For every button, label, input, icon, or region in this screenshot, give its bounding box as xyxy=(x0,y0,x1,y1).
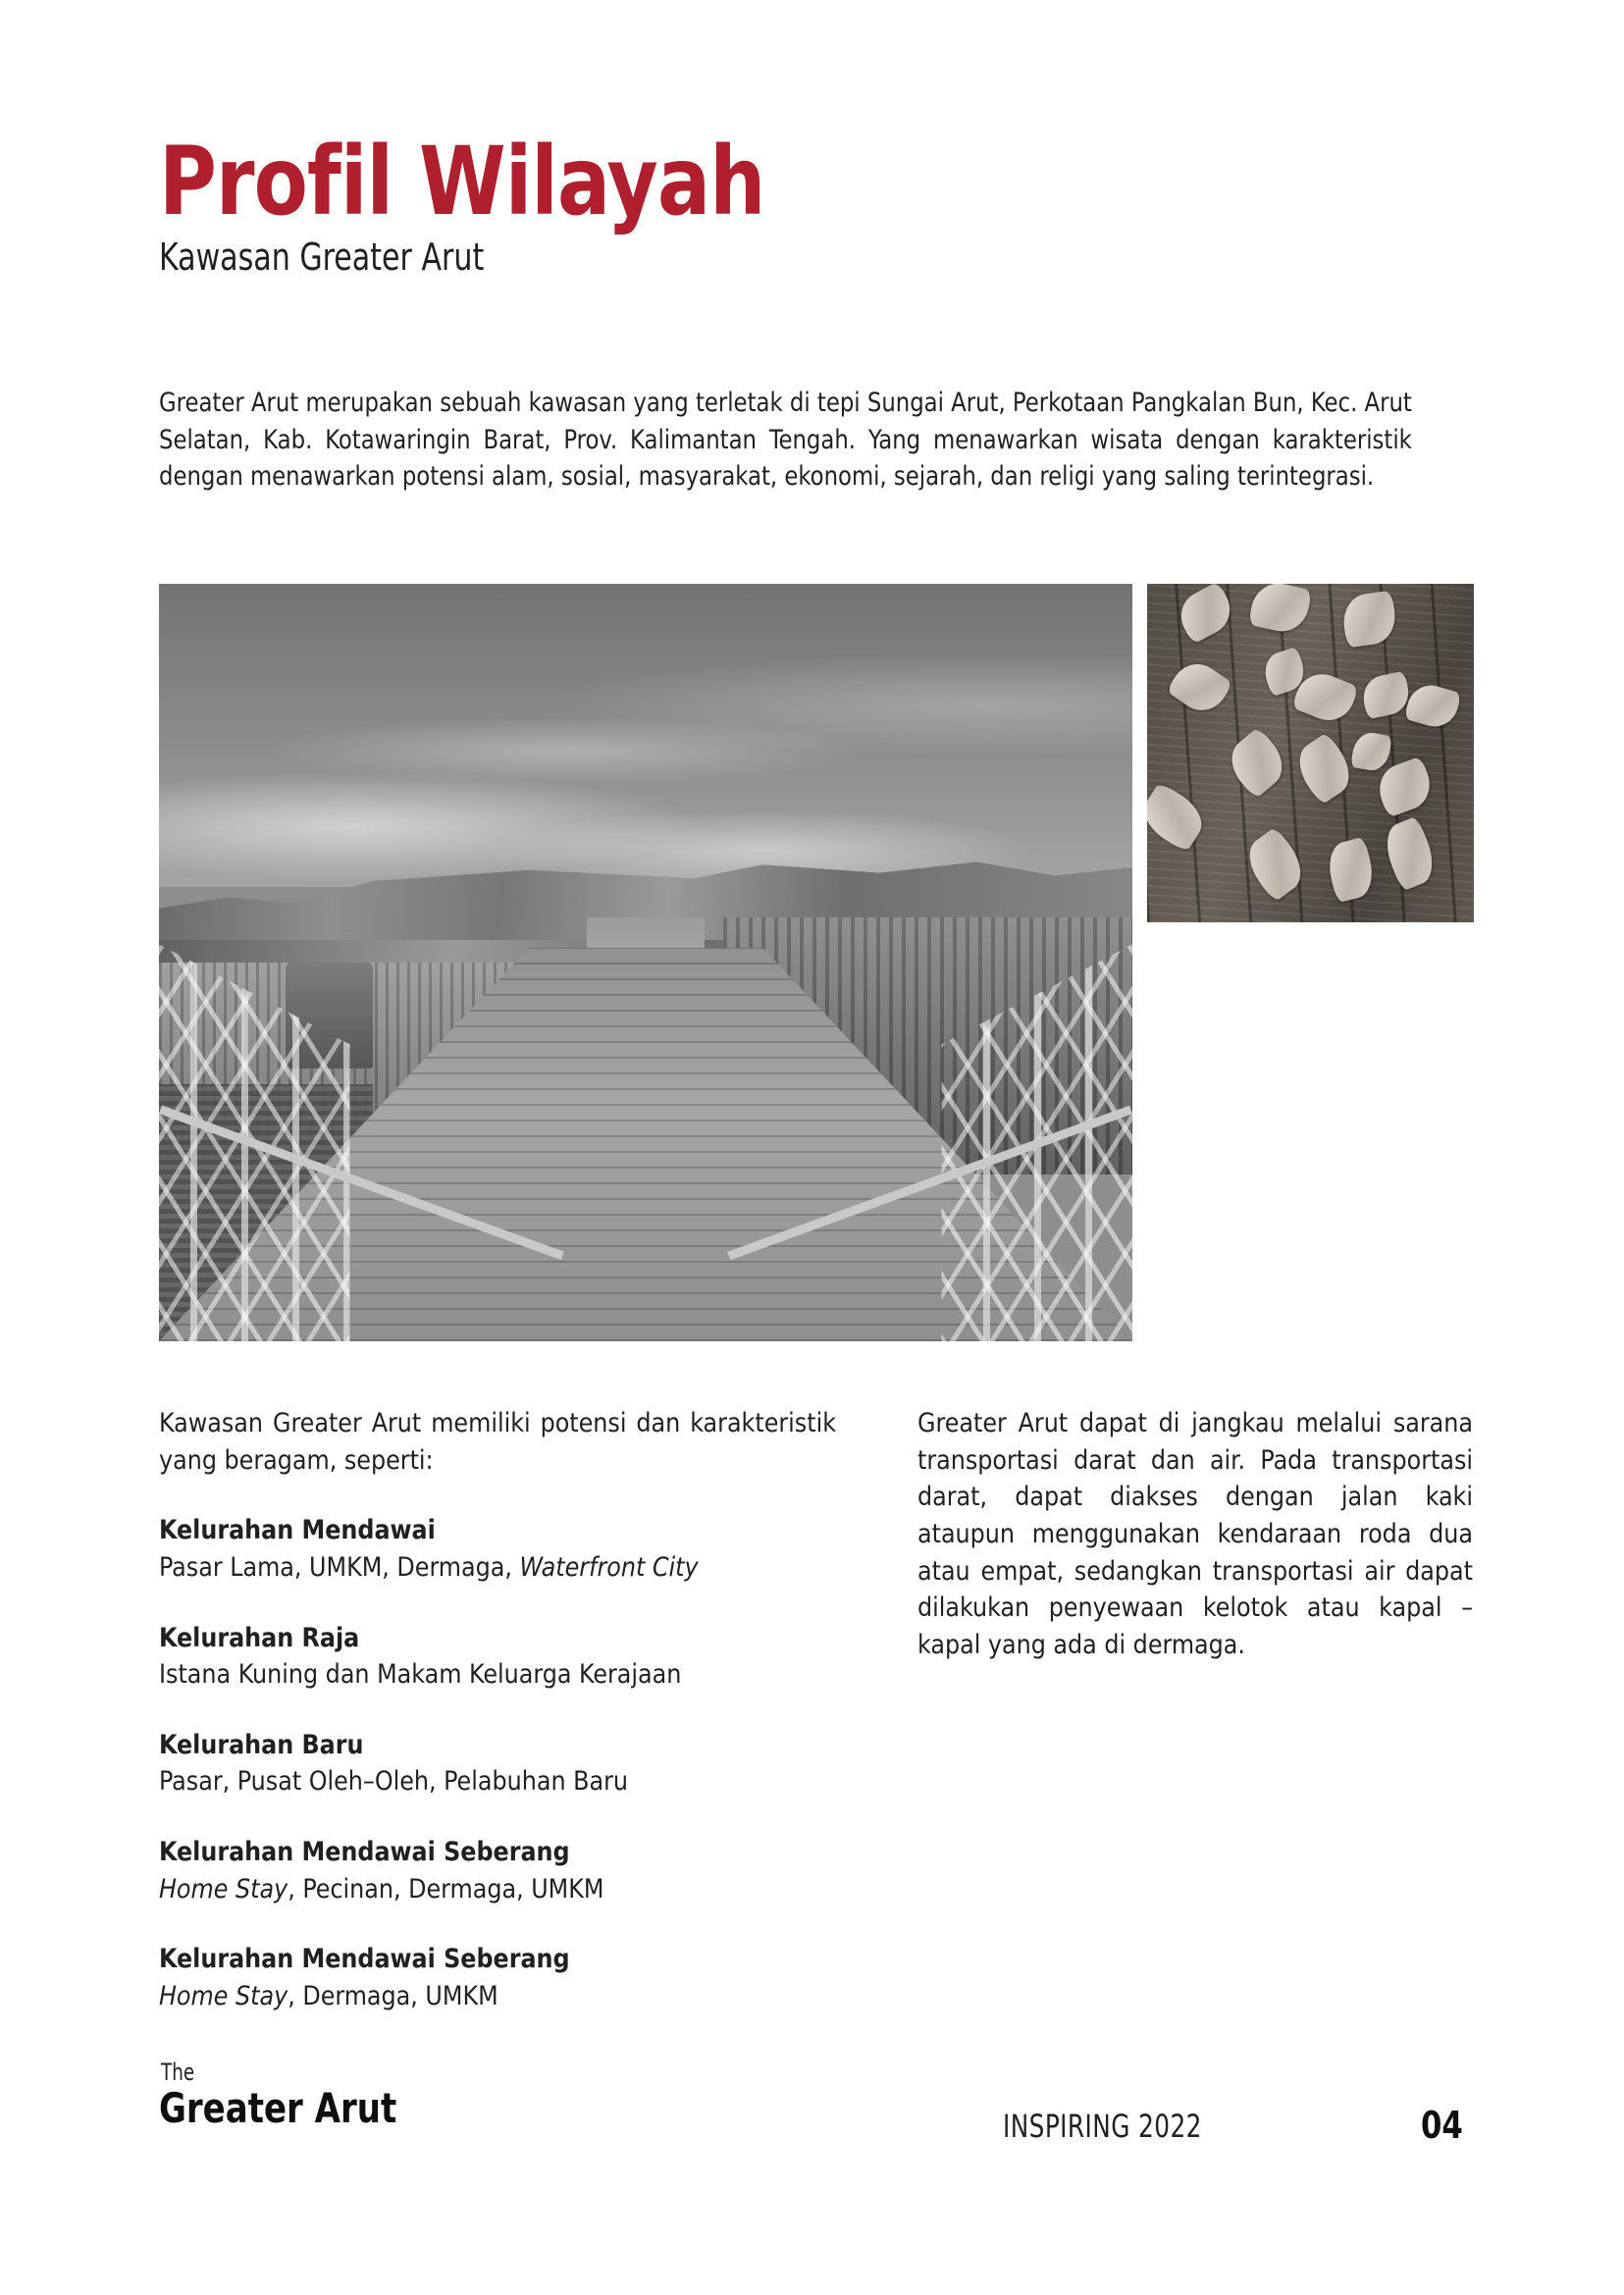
boardwalk-pier-photo xyxy=(159,584,1132,1341)
right-column-paragraph: Greater Arut dapat di jangkau melalui sarana transportasi darat dan air. Pada transportasi darat, dapat diakses dengan jalan kaki ataupun menggunakan kendaraan roda dua atau empat, sedangkan transportasi air dapat dilakukan penyewaan kelotok atau kapal – kapal yang ada di dermaga. xyxy=(917,1408,1473,1660)
page-subtitle: Kawasan Greater Arut xyxy=(159,235,485,280)
kelurahan-entry xyxy=(159,1727,836,1800)
page-footer xyxy=(0,2060,1624,2178)
kelurahan-items xyxy=(159,1549,836,1587)
kelurahan-items xyxy=(159,1978,836,2015)
kelurahan-items-tail: , Dermaga, UMKM xyxy=(288,1980,498,2011)
kelurahan-entry xyxy=(159,1941,836,2014)
left-text-column xyxy=(159,1405,836,2015)
footer-brand-name: Greater Arut xyxy=(159,2084,397,2132)
footer-brand-the: The xyxy=(161,2059,195,2086)
footer-page-number: 04 xyxy=(1421,2104,1463,2147)
footer-brand xyxy=(159,2059,423,2132)
page-header xyxy=(159,127,1474,280)
dried-fish-photo xyxy=(1147,584,1474,922)
kelurahan-entry xyxy=(159,1512,836,1586)
kelurahan-items-plain: Pasar, Pusat Oleh–Oleh, Pelabuhan Baru xyxy=(159,1766,628,1798)
kelurahan-entry xyxy=(159,1620,836,1694)
kelurahan-items xyxy=(159,1763,836,1800)
kelurahan-items-plain: Pasar Lama, UMKM, Dermaga, xyxy=(159,1551,520,1583)
kelurahan-items-italic: Home Stay xyxy=(159,1980,288,2011)
right-text-column xyxy=(917,1405,1473,1663)
kelurahan-items-tail: , Pecinan, Dermaga, UMKM xyxy=(288,1873,604,1904)
kelurahan-items xyxy=(159,1656,836,1694)
kelurahan-items xyxy=(159,1871,836,1908)
kelurahan-entry xyxy=(159,1834,836,1907)
kelurahan-items-plain: Istana Kuning dan Makam Keluarga Kerajaan xyxy=(159,1659,682,1691)
photo-sky xyxy=(159,584,1132,887)
kelurahan-title: Kelurahan Mendawai Seberang xyxy=(159,1837,570,1867)
kelurahan-title: Kelurahan Mendawai xyxy=(159,1515,436,1546)
kelurahan-title: Kelurahan Baru xyxy=(159,1729,364,1760)
left-column-lead: Kawasan Greater Arut memiliki potensi dan karakteristik yang beragam, seperti: xyxy=(159,1408,836,1476)
kelurahan-title: Kelurahan Raja xyxy=(159,1622,360,1653)
footer-issue-label: INSPIRING 2022 xyxy=(1003,2108,1202,2145)
kelurahan-title: Kelurahan Mendawai Seberang xyxy=(159,1944,570,1975)
intro-paragraph: Greater Arut merupakan sebuah kawasan yang terletak di tepi Sungai Arut, Perkotaan Pangkalan Bun, Kec. Arut Selatan, Kab. Kotawaringin Barat, Prov. Kalimantan Tengah. Yang menawarkan wisata dengan karakteristik dengan menawarkan potensi alam, sosial, masyarakat, ekonomi, sejarah, dan religi yang saling terintegrasi. xyxy=(159,388,1412,493)
kelurahan-items-italic: Waterfront City xyxy=(519,1551,699,1583)
kelurahan-items-italic: Home Stay xyxy=(159,1873,288,1904)
page-title: Profil Wilayah xyxy=(159,127,765,236)
